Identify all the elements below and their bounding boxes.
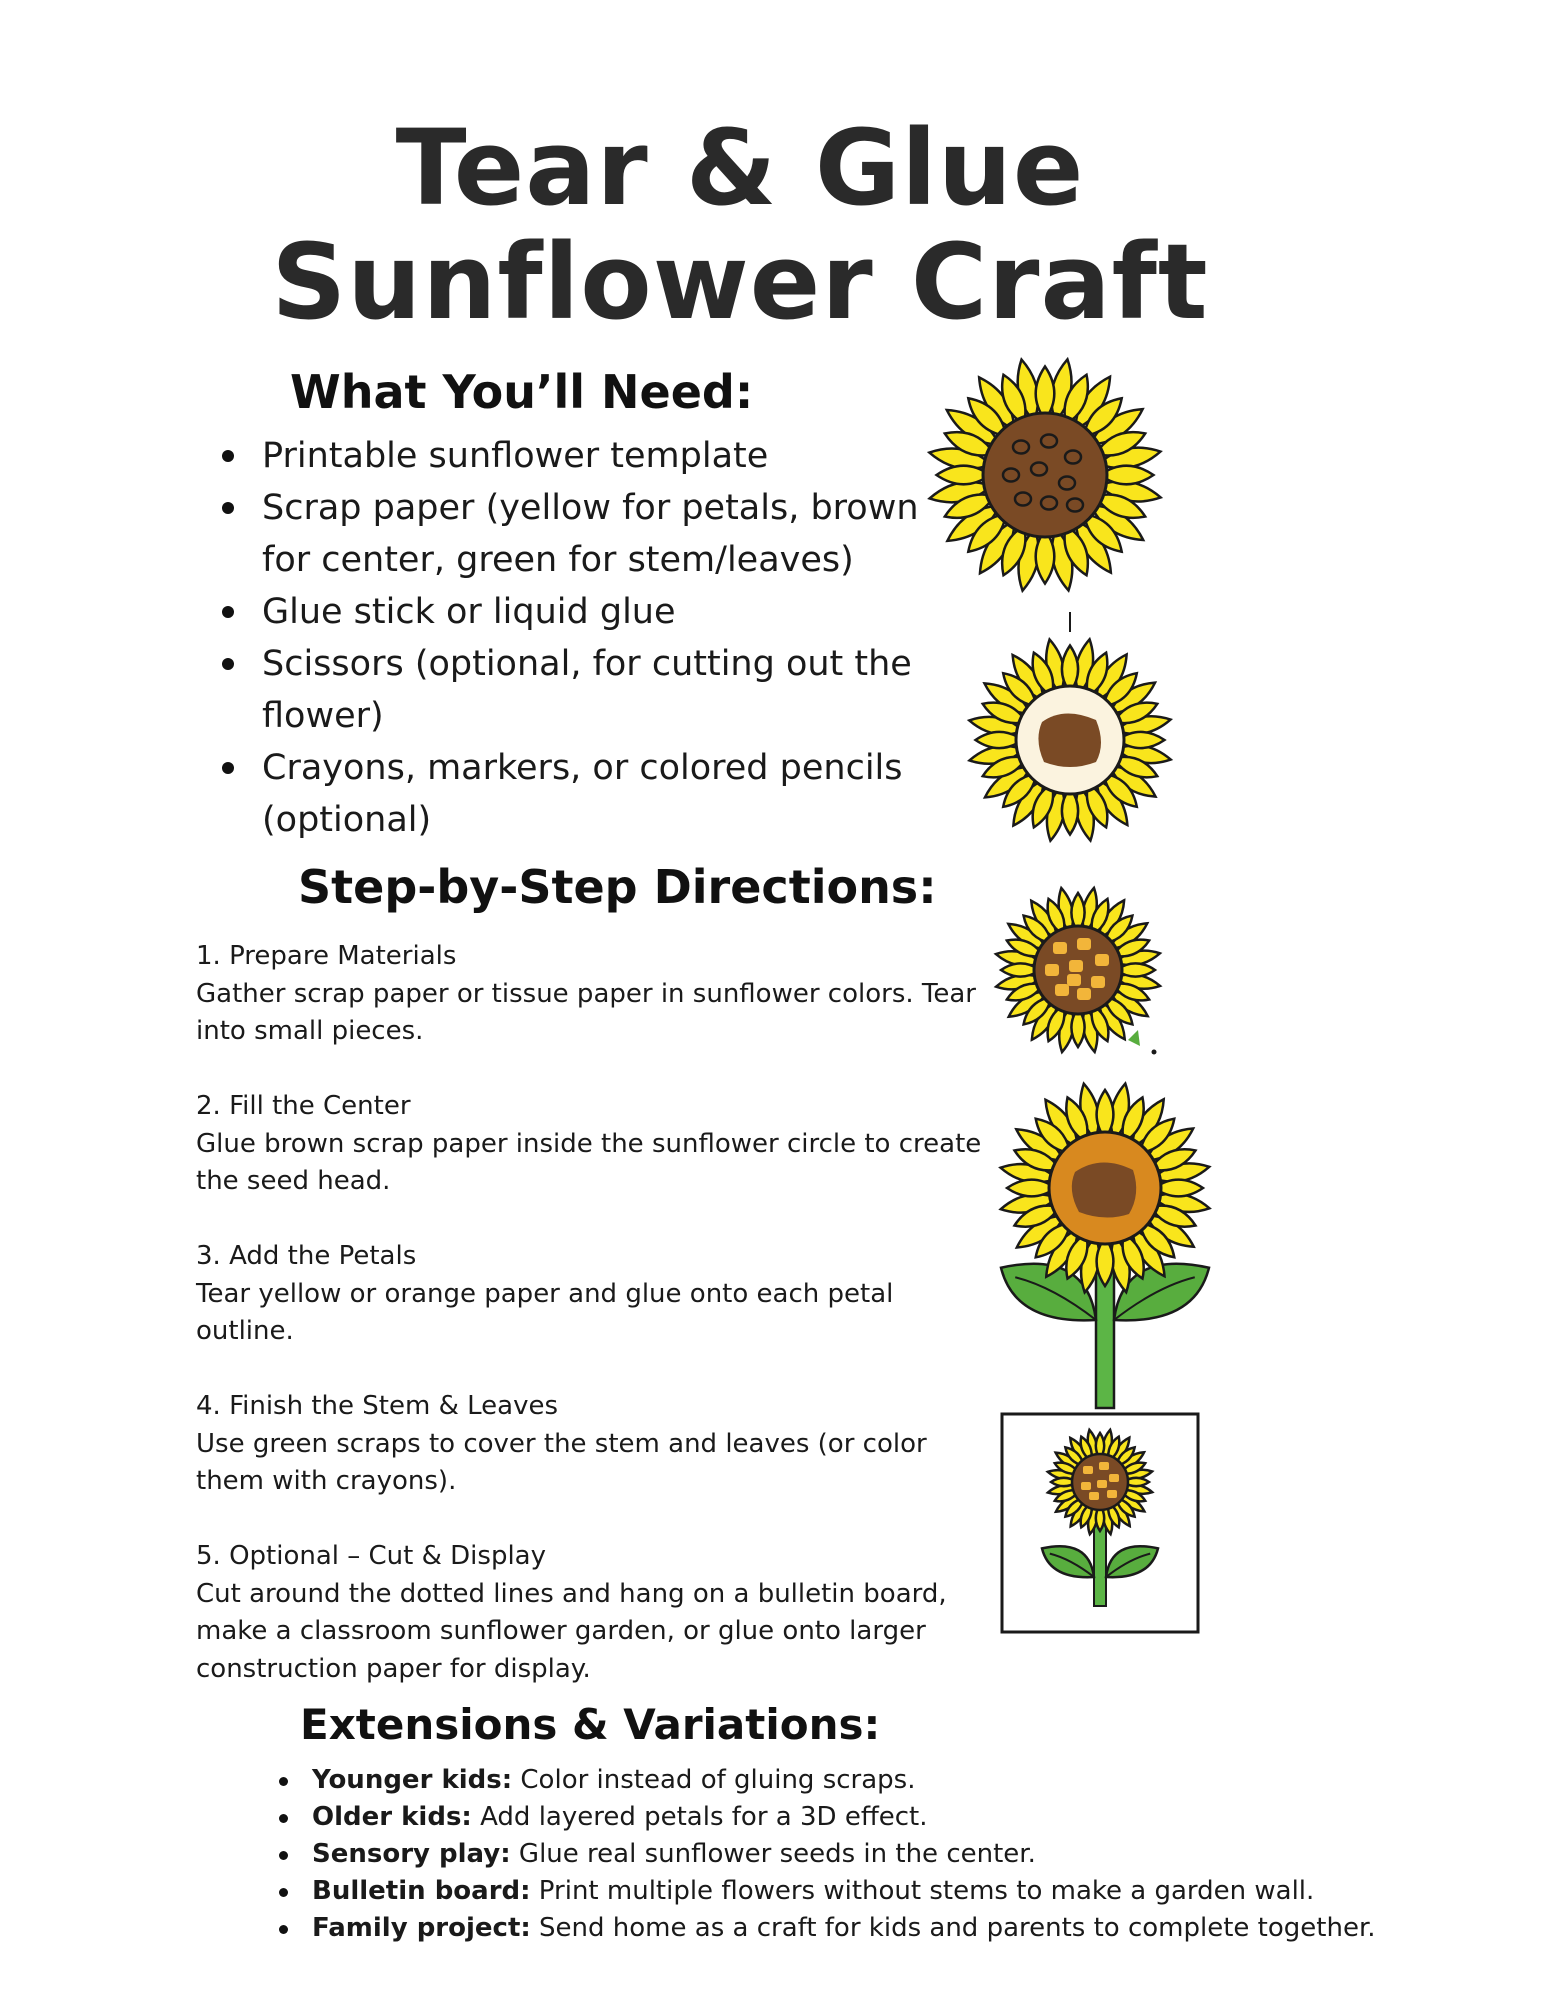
extensions-list [272,1762,1502,1947]
needs-list [210,430,930,846]
extension-item [272,1836,1502,1873]
extension-text: Send home as a craft for kids and parents to complete together. [530,1913,1376,1943]
step-title: 5. Optional – Cut & Display [196,1541,546,1571]
extension-label: Bulletin board: [312,1876,531,1906]
step-text: Tear yellow or orange paper and glue onto each petal outline. [196,1278,894,1346]
sunflower-blank-center-icon [950,610,1190,860]
extension-item [272,1910,1502,1947]
extension-text: Glue real sunflower seeds in the center. [510,1839,1036,1869]
extensions-heading: Extensions & Variations: [300,1700,881,1749]
step-item [196,938,996,1051]
title-line-1: Tear & Glue [395,107,1085,229]
step-title: 4. Finish the Stem & Leaves [196,1391,558,1421]
step-item [196,1388,996,1501]
extension-text: Print multiple flowers without stems to make a garden wall. [530,1876,1315,1906]
step-title: 1. Prepare Materials [196,941,457,971]
extension-item [272,1799,1502,1836]
extension-label: Family project: [312,1913,531,1943]
extension-item [272,1873,1502,1910]
step-text: Gather scrap paper or tissue paper in sunflower colors. Tear into small pieces. [196,978,976,1046]
sunflower-with-stem-icon [985,1080,1225,1410]
extension-label: Older kids: [312,1802,472,1832]
step-title: 2. Fill the Center [196,1091,411,1121]
extension-label: Younger kids: [312,1765,513,1795]
sunflower-seed-center-icon [978,870,1178,1070]
step-text: Use green scraps to cover the stem and leaves (or color them with crayons). [196,1428,927,1496]
extension-label: Sensory play: [312,1839,511,1869]
needs-item: Crayons, markers, or colored pencils (optional) [210,742,930,846]
sunflower-finished-card-icon [1000,1412,1200,1634]
step-item [196,1538,996,1688]
extension-text: Add layered petals for a 3D effect. [471,1802,928,1832]
step-item [196,1088,996,1201]
step-text: Cut around the dotted lines and hang on a bulletin board, make a classroom sunflower garden, or glue onto larger construction paper for display. [196,1578,947,1684]
step-title: 3. Add the Petals [196,1241,417,1271]
needs-heading: What You’ll Need: [290,365,754,419]
step-text: Glue brown scrap paper inside the sunflower circle to create the seed head. [196,1128,982,1196]
steps-list [196,938,996,1726]
steps-heading: Step-by-Step Directions: [298,860,937,914]
title-line-2: Sunflower Craft [271,221,1209,343]
needs-item: Glue stick or liquid glue [210,586,930,638]
needs-item: Scrap paper (yellow for petals, brown for center, green for stem/leaves) [210,482,930,586]
needs-item: Printable sunflower template [210,430,930,482]
extension-item [272,1762,1502,1799]
needs-item: Scissors (optional, for cutting out the flower) [210,638,930,742]
extension-text: Color instead of gluing scraps. [512,1765,916,1795]
step-item [196,1238,996,1351]
sunflower-template-icon [915,345,1175,605]
